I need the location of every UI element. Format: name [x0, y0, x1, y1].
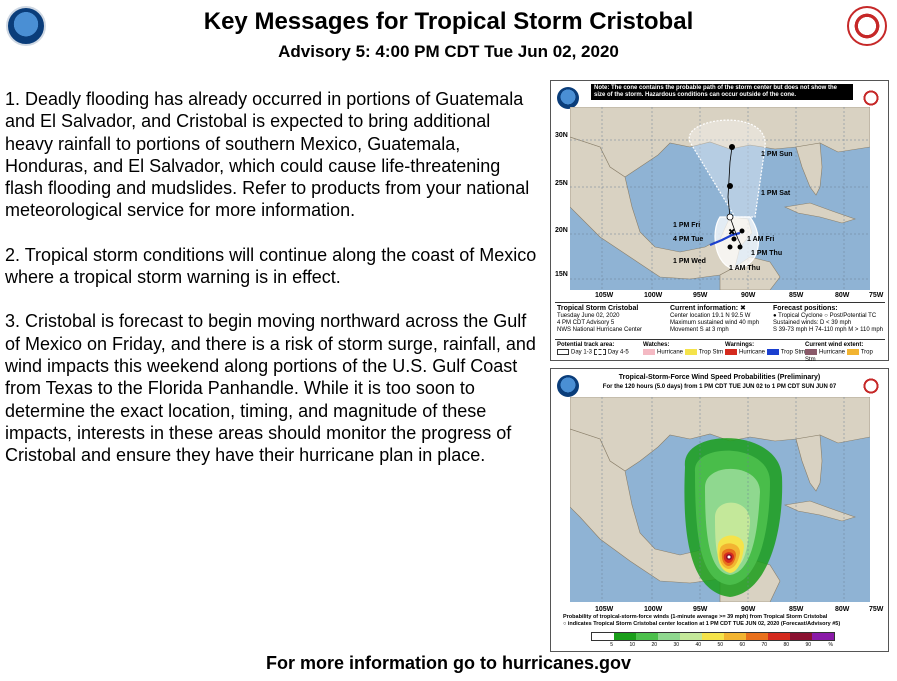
- cone-forecast-graphic: [550, 80, 889, 361]
- point-label-fri-am: 1 AM Fri: [747, 236, 775, 243]
- legend-track: [557, 342, 629, 357]
- legend-watches-title: Watches:: [643, 342, 670, 348]
- storm-center: NWS National Hurricane Center: [557, 327, 643, 333]
- point-label-thu: 1 PM Thu: [751, 250, 783, 257]
- lon-label-105w: 105W: [595, 606, 614, 613]
- lon-label-75w: 75W: [869, 292, 884, 299]
- day13-swatch: [557, 349, 569, 355]
- svg-text:✖: ✖: [728, 227, 736, 237]
- prob-subtitle: For the 120 hours (5.0 days) from 1 PM CDT TUE JUN 02 to 1 PM CDT SUN JUN 07: [602, 384, 837, 390]
- prob-title: Tropical-Storm-Force Wind Speed Probabilities (Preliminary): [618, 374, 821, 381]
- scale-swatch: [680, 633, 702, 640]
- legend-wind-title: Current wind extent:: [805, 342, 864, 348]
- scale-swatch: [724, 633, 746, 640]
- legend-wind-trop: Trop Stm: [805, 349, 873, 363]
- prob-color-scale: [591, 632, 835, 641]
- forecast-info-title: Forecast positions:: [773, 305, 838, 312]
- wind-probability-graphic: [550, 368, 889, 652]
- nws-logo-small: [860, 375, 882, 397]
- scale-swatch: [790, 633, 812, 640]
- forecast-info-line: ● Tropical Cyclone ○ Post/Potential TC: [773, 313, 877, 319]
- storm-info: [557, 305, 642, 334]
- current-info-line: Movement S at 3 mph: [670, 327, 729, 333]
- point-label-wed: 1 PM Wed: [673, 258, 706, 265]
- key-message-1: 1. Deadly flooding has already occurred in portions of Guatemala and El Salvador, and Cristobal is expected to bring additional heavy rainfall to portions of southern Mexico, Guatemala, Honduras, and El Salvador, which could cause life-threatening flash flooding and mudslides. Refer to products from your national meteorological service for more information.: [5, 89, 530, 221]
- legend-wind: [805, 342, 885, 364]
- legend-warn-hurricane: Hurricane: [739, 349, 766, 356]
- lon-label-95w: 95W: [693, 292, 708, 299]
- warn-trop-swatch: [767, 349, 779, 355]
- cone-map: [570, 107, 870, 290]
- scale-swatch: [614, 633, 636, 640]
- noaa-logo-small: [557, 87, 579, 109]
- lon-label-80w: 80W: [835, 606, 850, 613]
- storm-date: Tuesday June 02, 2020: [557, 313, 620, 319]
- prob-scale-labels: [591, 642, 833, 648]
- point-label-fri: 1 PM Fri: [673, 222, 701, 229]
- legend-watch-trop: Trop Stm: [698, 349, 724, 356]
- lat-label-25n: 25N: [555, 180, 568, 187]
- scale-label: %: [828, 642, 833, 648]
- wind-hurricane-swatch: [805, 349, 817, 355]
- footer-link-text: For more information go to hurricanes.gov: [265, 653, 632, 673]
- lon-label-80w: 80W: [835, 292, 850, 299]
- legend-watch-hurricane: Hurricane: [657, 349, 684, 356]
- page-title: Key Messages for Tropical Storm Cristobal: [203, 8, 694, 35]
- scale-label: 20: [651, 642, 657, 648]
- scale-swatch: [768, 633, 790, 640]
- scale-label: 10: [629, 642, 635, 648]
- day45-swatch: [594, 349, 606, 355]
- scale-label: 5: [610, 642, 613, 648]
- scale-label: 90: [805, 642, 811, 648]
- lon-label-100w: 100W: [644, 292, 663, 299]
- lon-label-75w: 75W: [869, 606, 884, 613]
- lon-label-105w: 105W: [595, 292, 614, 299]
- forecast-info: [773, 305, 883, 334]
- lat-label-30n: 30N: [555, 132, 568, 139]
- key-message-2: 2. Tropical storm conditions will continue along the coast of Mexico where a tropical storm warning is in effect.: [5, 244, 537, 288]
- legend-track-title: Potential track area:: [557, 342, 615, 348]
- prob-footnote-line2: ○ indicates Tropical Storm Cristobal center location at 1 PM CDT TUE JUN 02, 2020 (Forecast/Advisory #5): [563, 620, 841, 627]
- scale-swatch: [812, 633, 834, 640]
- cone-legend: [555, 339, 885, 363]
- legend-watches: [643, 342, 723, 357]
- warn-hurricane-swatch: [725, 349, 737, 355]
- point-label-tue: 4 PM Tue: [673, 236, 704, 243]
- nws-logo: [847, 6, 887, 46]
- lon-label-85w: 85W: [789, 292, 804, 299]
- current-info: [670, 305, 759, 334]
- scale-label: 70: [761, 642, 767, 648]
- current-info-line: Center location 19.1 N 92.5 W: [670, 313, 751, 319]
- lat-label-20n: 20N: [555, 227, 568, 234]
- scale-swatch: [658, 633, 680, 640]
- scale-swatch: [636, 633, 658, 640]
- point-label-sat: 1 PM Sat: [761, 190, 791, 197]
- cone-info-block: [555, 302, 885, 363]
- lon-label-90w: 90W: [741, 606, 756, 613]
- prob-footnote: [563, 614, 883, 627]
- forecast-info-line: Sustained winds: D < 39 mph: [773, 320, 852, 326]
- prob-map: [570, 397, 870, 602]
- current-info-line: Maximum sustained wind 40 mph: [670, 320, 760, 326]
- legend-warn-trop: Trop Stm: [780, 349, 806, 356]
- forecast-info-line: S 39-73 mph H 74-110 mph M > 110 mph: [773, 327, 884, 333]
- scale-swatch: [746, 633, 768, 640]
- key-messages: [5, 88, 540, 488]
- legend-day45: Day 4-5: [607, 349, 629, 356]
- lon-label-100w: 100W: [644, 606, 663, 613]
- lon-label-95w: 95W: [693, 606, 708, 613]
- watch-hurricane-swatch: [643, 349, 655, 355]
- watch-trop-swatch: [685, 349, 697, 355]
- legend-day13: Day 1-3: [571, 349, 593, 356]
- point-label-thu-am: 1 AM Thu: [729, 265, 761, 272]
- scale-swatch: [592, 633, 614, 640]
- lon-label-85w: 85W: [789, 606, 804, 613]
- scale-label: 60: [739, 642, 745, 648]
- legend-wind-hurricane: Hurricane: [819, 349, 846, 356]
- legend-warnings-title: Warnings:: [725, 342, 755, 348]
- legend-warnings: [725, 342, 805, 357]
- prob-footnote-line1: Probability of tropical-storm-force winds (1-minute average >= 39 mph) from Tropical Storm Cristobal: [563, 614, 828, 620]
- lat-label-15n: 15N: [555, 271, 568, 278]
- scale-label: 30: [673, 642, 679, 648]
- point-label-sun: 1 PM Sun: [761, 151, 793, 158]
- storm-name: Tropical Storm Cristobal: [557, 305, 639, 312]
- wind-trop-swatch: [847, 349, 859, 355]
- current-info-title: Current information: ✖: [670, 305, 746, 312]
- advisory-subtitle: Advisory 5: 4:00 PM CDT Tue Jun 02, 2020: [278, 42, 619, 61]
- storm-advisory: 4 PM CDT Advisory 5: [557, 320, 615, 326]
- scale-label: 40: [695, 642, 701, 648]
- scale-label: 80: [783, 642, 789, 648]
- scale-label: 50: [717, 642, 723, 648]
- key-message-3: 3. Cristobal is forecast to begin moving northward across the Gulf of Mexico on Friday, and there is a risk of storm surge, rainfall, and wind impacts this weekend along portions of the U.S. Gulf Coast from Texas to the Florida Panhandle. While it is too soon to determine the exact location, timing, and magnitude of these impacts, interests in these areas should monitor the progress of Cristobal and ensure they have their hurricane plan in place.: [5, 311, 536, 466]
- nws-logo-small: [860, 87, 882, 109]
- lon-label-90w: 90W: [741, 292, 756, 299]
- cone-note: Note: The cone contains the probable path of the storm center but does not show the size of the storm. Hazardous conditions can occur outside of the cone.: [591, 84, 853, 100]
- scale-swatch: [702, 633, 724, 640]
